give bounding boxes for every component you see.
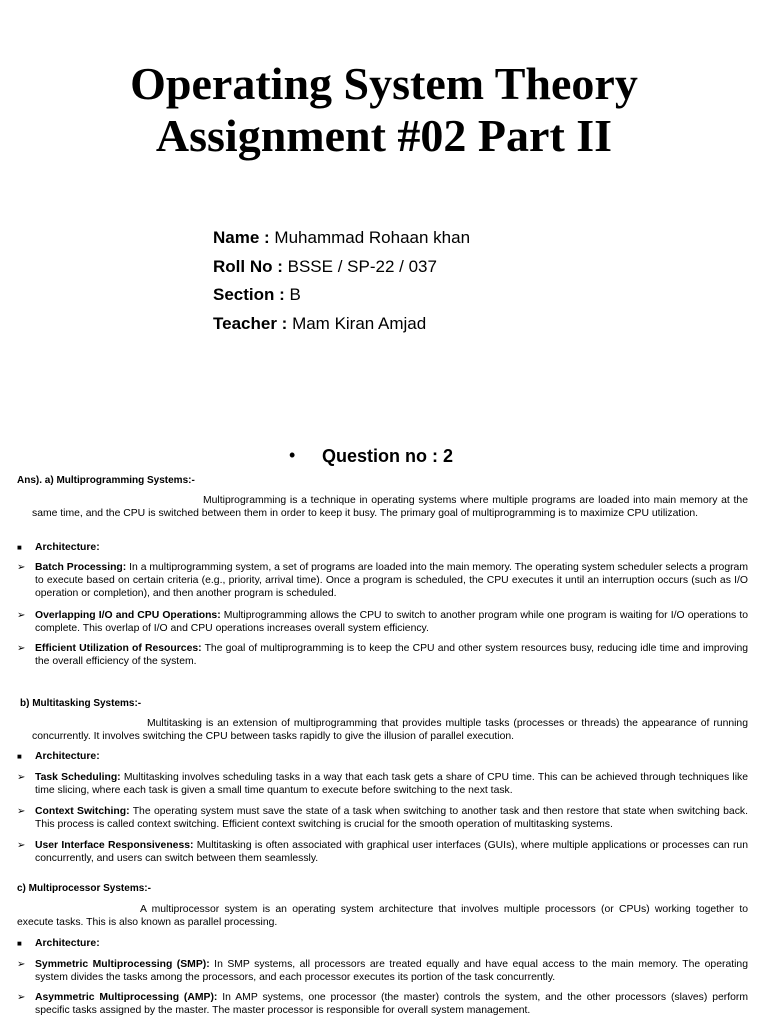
info-label: Teacher : [213, 313, 288, 333]
section-c-point-smp: ➢ Symmetric Multiprocessing (SMP): In SMP systems, all processors are treated equally and have equal access to the main memory. The operating system divides the tasks among the processors, and each processor executes its portion of the task concurrently. [17, 959, 748, 983]
section-a-point-batch: ➢ Batch Processing: In a multiprogramming system, a set of programs are loaded into the main memory. The operating system scheduler selects a program to execute based on certain criteria (e.g., priority, arrival time). Once a program is scheduled, the CPU executes it until an interruption occurs (such as I/O operation or completion), and then another program is scheduled. [17, 562, 748, 599]
section-c-intro: A multiprocessor system is an operating system architecture that involves multiple processors (or CPUs) working together to execute tasks. This is also known as parallel processing. [17, 904, 748, 928]
arrow-bullet-icon: ➢ [17, 959, 26, 970]
section-a-intro: Multiprogramming is a technique in operating systems where multiple programs are loaded into main memory at the same time, and the CPU is switched between them in order to keep it busy. The primary goal of multiprogramming is to maximize CPU utilization. [32, 495, 748, 519]
section-a-title: Ans). a) Multiprogramming Systems:- [17, 475, 195, 486]
info-value: Muhammad Rohaan khan [274, 228, 471, 247]
title-line-2: Assignment #02 Part II [155, 110, 613, 161]
question-title: Question no : 2 [322, 446, 454, 466]
section-c-point-amp: ➢ Asymmetric Multiprocessing (AMP): In AMP systems, one processor (the master) controls the system, and the other processors (slaves) perform specific tasks assigned by the master. The master processor is responsible for overall system management. [17, 992, 749, 1016]
arrow-bullet-icon: ➢ [17, 643, 26, 654]
section-b-point-ui: ➢ User Interface Responsiveness: Multitasking is often associated with graphical user interfaces (GUIs), where multiple applications or processes can run concurrently, and users can switch between them seamlessly. [17, 840, 748, 864]
info-section [213, 281, 470, 310]
student-info [213, 224, 470, 338]
info-label: Roll No : [213, 256, 283, 276]
section-a-point-overlap: ➢ Overlapping I/O and CPU Operations: Multiprogramming allows the CPU to switch to another program while one program is waiting for I/O operations to complete. This overlap of I/O and CPU operations increases overall system efficiency. [17, 610, 749, 634]
info-roll [213, 253, 470, 282]
section-c-title: c) Multiprocessor Systems:- [17, 883, 151, 894]
arrow-bullet-icon: ➢ [17, 806, 26, 817]
bullet-icon: • [289, 445, 296, 465]
info-label: Section : [213, 285, 285, 305]
question-heading [0, 444, 768, 468]
info-teacher [213, 310, 470, 339]
square-bullet-icon: ■ [17, 939, 22, 948]
info-value: B [289, 285, 301, 305]
info-value: BSSE / SP-22 / 037 [287, 256, 437, 276]
info-value: Mam Kiran Amjad [292, 313, 427, 333]
info-name [213, 224, 470, 253]
arrow-bullet-icon: ➢ [17, 772, 26, 783]
info-label: Name : [213, 228, 270, 247]
document-title [0, 58, 768, 162]
square-bullet-icon: ■ [17, 752, 22, 761]
arrow-bullet-icon: ➢ [17, 840, 26, 851]
square-bullet-icon: ■ [17, 543, 22, 552]
title-line-1: Operating System Theory [130, 58, 638, 109]
section-b-point-context: ➢ Context Switching: The operating system must save the state of a task when switching to another task and then restore that state when switching back. This process is called context switching. Efficient context switching is crucial for the smooth operation of multitasking systems. [17, 806, 748, 830]
section-b-intro: Multitasking is an extension of multiprogramming that provides multiple tasks (processes or threads) the appearance of running concurrently. It involves switching the CPU between tasks rapidly to give the illusion of parallel execution. [32, 718, 748, 742]
arrow-bullet-icon: ➢ [17, 610, 26, 621]
arrow-bullet-icon: ➢ [17, 562, 26, 573]
section-b-title: b) Multitasking Systems:- [20, 698, 142, 709]
section-b-architecture: ■ Architecture: [17, 751, 100, 762]
section-c-architecture: ■ Architecture: [17, 938, 100, 949]
section-a-point-resources: ➢ Efficient Utilization of Resources: The goal of multiprogramming is to keep the CPU and other system resources busy, reducing idle time and improving the overall efficiency of the system. [17, 643, 748, 667]
section-a-architecture: ■ Architecture: [17, 542, 100, 553]
section-b-point-scheduling: ➢ Task Scheduling: Multitasking involves scheduling tasks in a way that each task gets a share of CPU time. This can be achieved through techniques like time slicing, where each task is given a small time quantum to execute before switching to the next task. [17, 772, 748, 796]
arrow-bullet-icon: ➢ [17, 992, 26, 1003]
